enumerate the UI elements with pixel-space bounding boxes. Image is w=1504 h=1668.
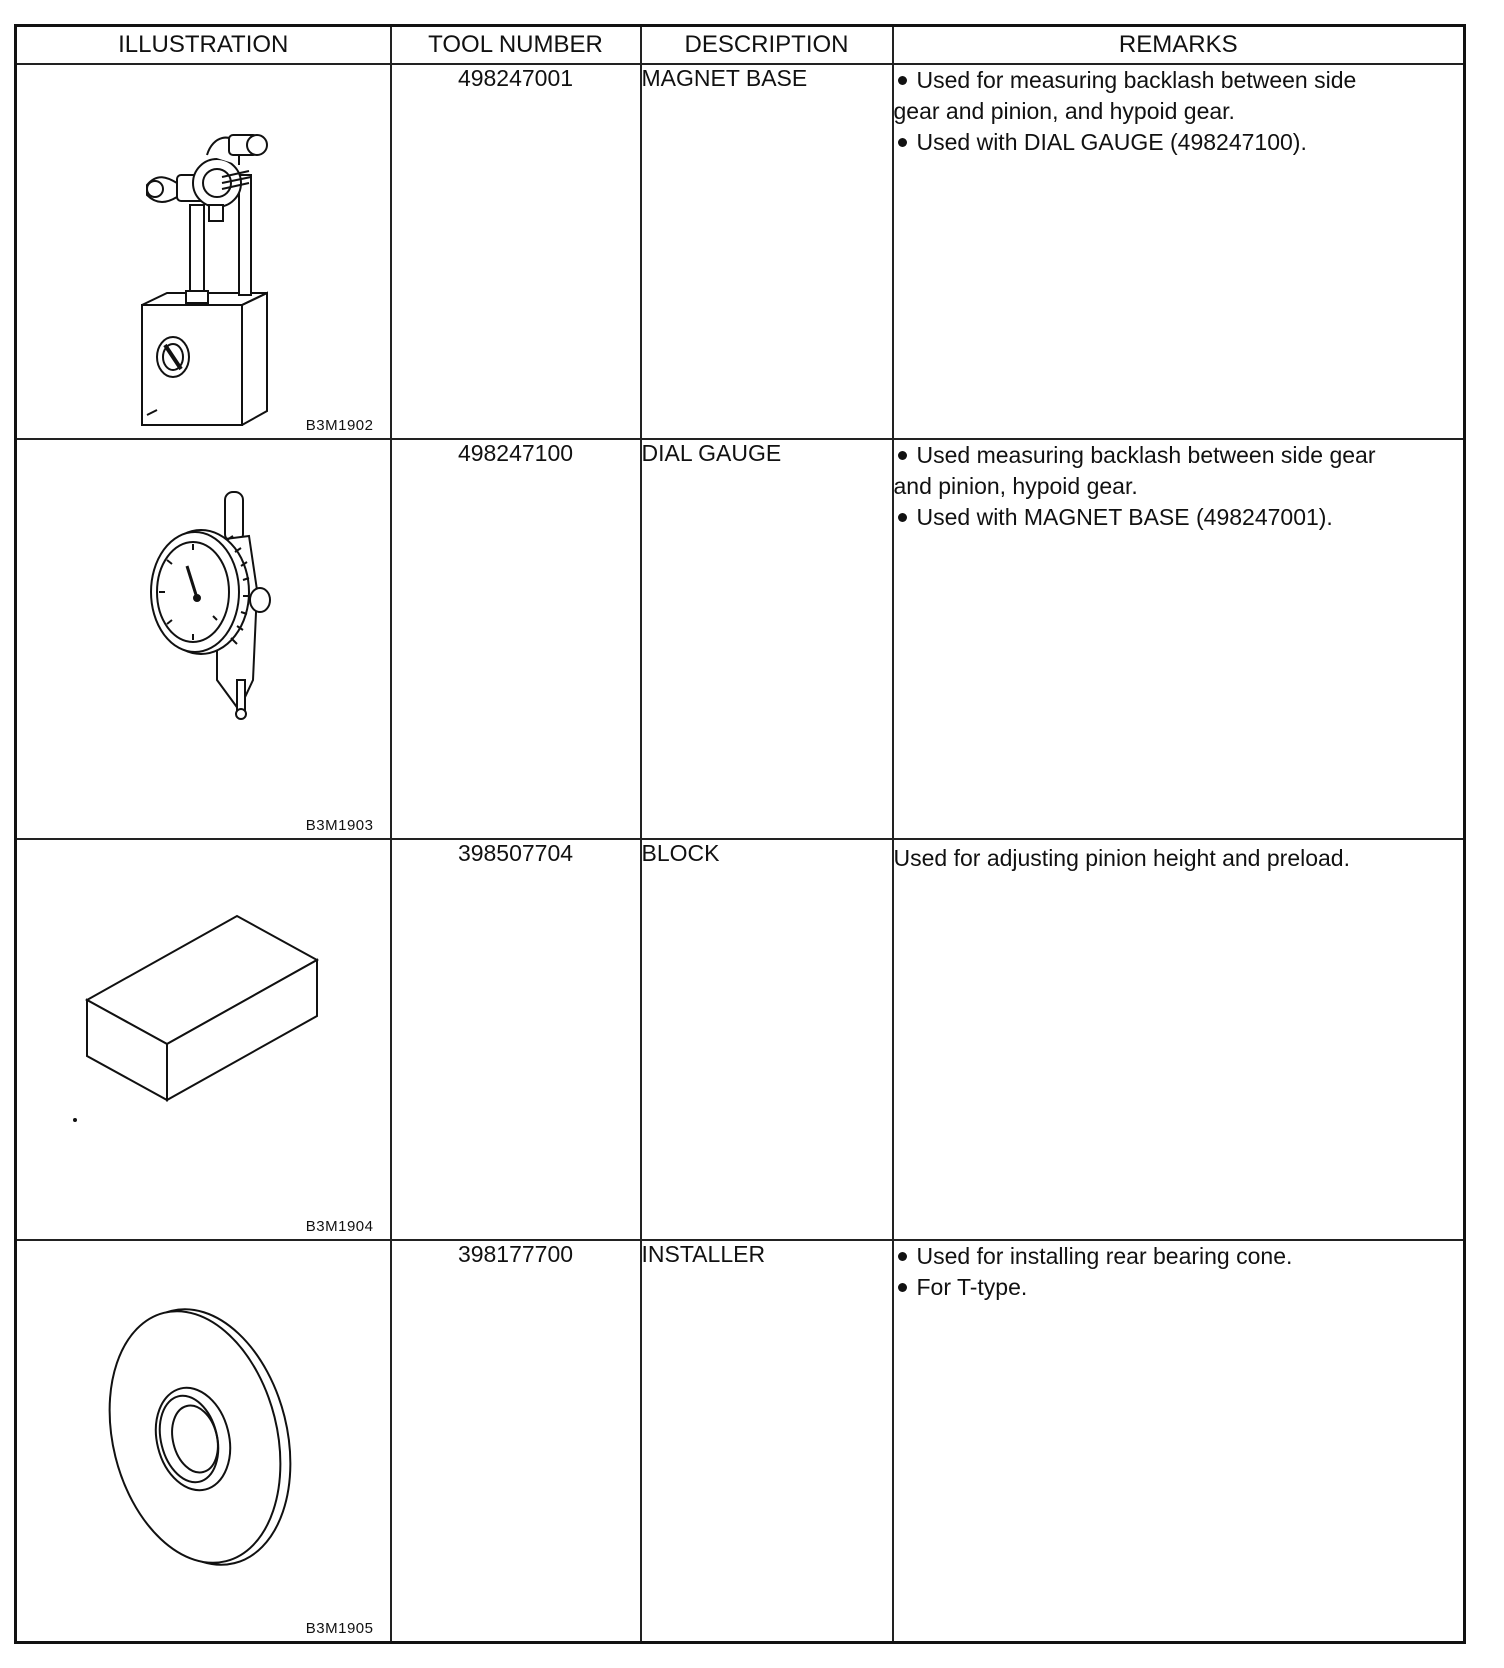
remarks-cell (893, 839, 1465, 1240)
table-row (16, 839, 1465, 1240)
illustration-cell (16, 1240, 391, 1642)
figure-code: B3M1903 (305, 817, 374, 834)
tool-number: 398177700 (391, 1240, 641, 1642)
tool-number: 398507704 (391, 839, 641, 1240)
bullet-icon (898, 451, 907, 460)
remark-line: and pinion, hypoid gear. (893, 473, 1138, 499)
tool-number: 498247100 (391, 439, 641, 839)
header-description: DESCRIPTION (641, 26, 893, 65)
tool-description: BLOCK (641, 839, 893, 1240)
remarks-cell (893, 1240, 1465, 1642)
bullet-icon (898, 513, 907, 522)
remark-line: Used for installing rear bearing cone. (894, 1241, 1464, 1272)
illustration-cell (16, 439, 391, 839)
header-illustration: ILLUSTRATION (16, 26, 391, 65)
bullet-icon (898, 76, 907, 85)
block-illustration (17, 840, 392, 1241)
table-row (16, 64, 1465, 439)
remark-line: For T-type. (894, 1272, 1464, 1303)
dial-gauge-illustration (17, 440, 392, 840)
installer-illustration (17, 1241, 392, 1643)
header-row (16, 26, 1465, 65)
remark-line: gear and pinion, and hypoid gear. (893, 98, 1235, 124)
table-row (16, 439, 1465, 839)
remark-line: Used for measuring backlash between side (894, 65, 1464, 96)
tool-description: DIAL GAUGE (641, 439, 893, 839)
tool-description: MAGNET BASE (641, 64, 893, 439)
bullet-icon (898, 1252, 907, 1261)
illustration-cell (16, 839, 391, 1240)
figure-code: B3M1905 (305, 1619, 374, 1637)
remarks-cell (893, 439, 1465, 839)
remark-line: Used measuring backlash between side gear (894, 440, 1464, 471)
table-row (16, 1240, 1465, 1642)
magnet-base-illustration (17, 65, 392, 440)
illustration-cell (16, 64, 391, 439)
figure-code: B3M1902 (305, 417, 374, 434)
remark-line: Used with DIAL GAUGE (498247100). (894, 127, 1464, 158)
tool-description: INSTALLER (641, 1240, 893, 1642)
tool-number: 498247001 (391, 64, 641, 439)
remark-line: Used for adjusting pinion height and preload. (893, 845, 1350, 871)
bullet-icon (898, 1283, 907, 1292)
header-tool-number: TOOL NUMBER (391, 26, 641, 65)
header-remarks: REMARKS (893, 26, 1465, 65)
remark-line: Used with MAGNET BASE (498247001). (894, 502, 1464, 533)
bullet-icon (898, 138, 907, 147)
remarks-cell (893, 64, 1465, 439)
figure-code: B3M1904 (305, 1218, 374, 1235)
special-tools-table (14, 24, 1466, 1644)
